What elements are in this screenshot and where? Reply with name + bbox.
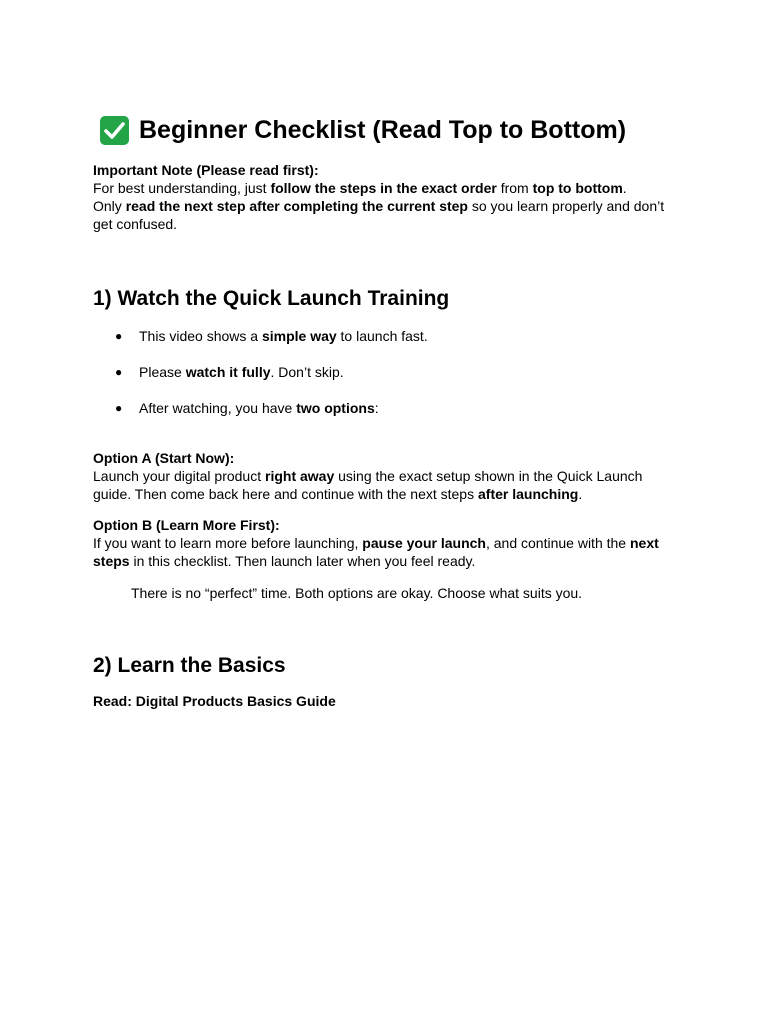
list-item xyxy=(93,327,683,345)
option-a-body: Launch your digital product right away using the exact setup shown in the Quick Launch guide. Then come back here and continue with the next steps after launching. xyxy=(93,468,643,502)
page-title xyxy=(100,112,683,148)
document-page xyxy=(93,112,683,710)
important-note-line-1: For best understanding, just follow the steps in the exact order from top to bottom. xyxy=(93,180,627,196)
option-b-heading: Option B (Learn More First): xyxy=(93,517,280,533)
section-1-heading: 1) Watch the Quick Launch Training xyxy=(93,287,450,310)
options-note: There is no “perfect” time. Both options are okay. Choose what suits you. xyxy=(131,585,583,601)
bullet-icon: ● xyxy=(115,365,123,379)
important-note-heading: Important Note (Please read first): xyxy=(93,162,319,178)
page-title-text: Beginner Checklist (Read Top to Bottom) xyxy=(139,116,627,144)
option-b-body: If you want to learn more before launching, pause your launch, and continue with the next steps in this checklist. Then launch later when you feel ready. xyxy=(93,535,659,569)
read-guide-line: Read: Digital Products Basics Guide xyxy=(93,693,336,709)
check-mark-glyph xyxy=(104,121,125,140)
section-2-heading: 2) Learn the Basics xyxy=(93,654,286,677)
bullet-icon: ● xyxy=(115,329,123,343)
section-1-bullet-list xyxy=(93,327,683,417)
bullet-icon: ● xyxy=(115,401,123,415)
list-item-text: This video shows a simple way to launch fast. xyxy=(139,328,428,344)
check-mark-button-icon xyxy=(100,116,129,145)
list-item-text: Please watch it fully. Don’t skip. xyxy=(139,364,344,380)
important-note-line-2: Only read the next step after completing the current step so you learn properly and don’t get confused. xyxy=(93,198,665,232)
option-a-heading: Option A (Start Now): xyxy=(93,450,235,466)
list-item-text: After watching, you have two options: xyxy=(139,400,379,416)
list-item xyxy=(93,363,683,381)
list-item xyxy=(93,399,683,417)
